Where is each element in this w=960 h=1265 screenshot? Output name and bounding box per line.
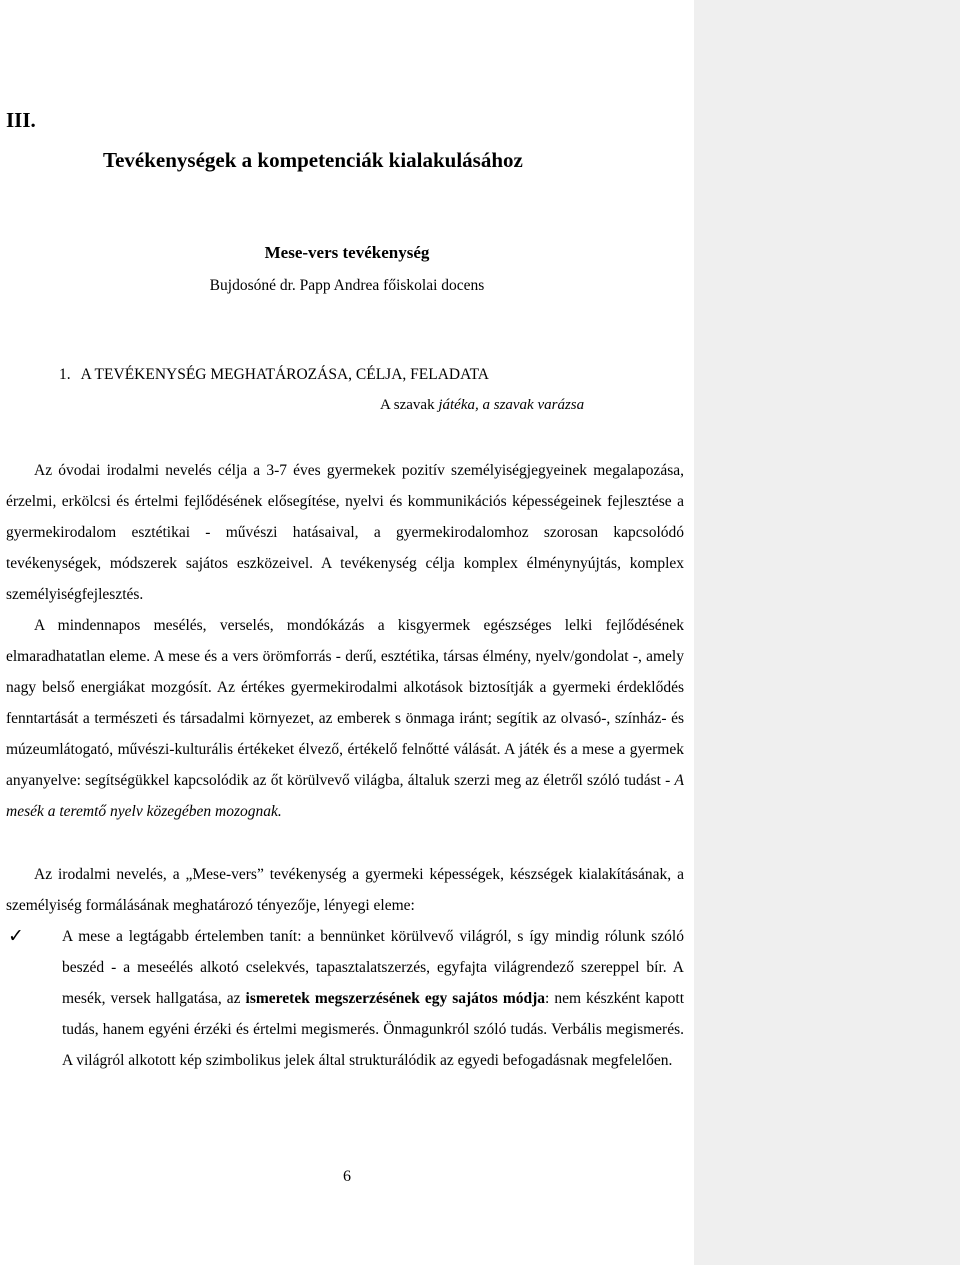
chapter-number: III. bbox=[6, 108, 36, 132]
motto bbox=[380, 397, 584, 414]
motto-italic: játéka, a szavak varázsa bbox=[438, 397, 585, 413]
chapter-title: Tevékenységek a kompetenciák kialakulásához bbox=[103, 148, 523, 172]
paragraph-3 bbox=[6, 859, 684, 921]
paragraph-2 bbox=[6, 610, 684, 827]
bullet-bold: ismeretek megszerzésének egy sajátos módja bbox=[245, 990, 546, 1007]
paragraph-1: Az óvodai irodalmi nevelés célja a 3-7 éves gyermekek pozitív személyiségjegyeinek megalapozása, érzelmi, erkölcsi és értelmi fejlődésének elősegítése, nyelvi és kommunikációs képességeinek fejlesztése a gyermekirodalom esztétikai - művészi hatásaival, a gyermekirodalomhoz szorosan kapcsolódó tevékenységek, módszerek sajátos eszközeivel. A tevékenység célja komplex élménynyújtás, komplex személyiségfejlesztés. bbox=[6, 462, 684, 603]
paragraph-3-b: tevékenység a gyermeki képességek, készségek kialakításának, a személyiség formálásának meghatározó tényezője, lényegi eleme: bbox=[6, 866, 684, 914]
paragraph-3-a: Az irodalmi nevelés, a bbox=[34, 866, 186, 883]
page-number: 6 bbox=[343, 1168, 351, 1185]
checklist-item bbox=[6, 921, 684, 1076]
bullet-text-b: : nem készként kapott tudás, hanem egyéni érzéki és értelmi megismerés. Önmagunkról szóló tudás. Verbális megismerés. A világról alkotott kép szimbolikus jelek által strukturálódik az egyedi befogadásnak megfelelően. bbox=[62, 990, 685, 1069]
comment-margin-pane bbox=[694, 0, 960, 1265]
section-title: Mese-vers tevékenység bbox=[264, 243, 430, 262]
paragraph-2-italic: A mesék a teremtő nyelv közegében mozognak. bbox=[6, 772, 684, 820]
heading-text: A TEVÉKENYSÉG MEGHATÁROZÁSA, CÉLJA, FELADATA bbox=[80, 366, 489, 383]
checkmark-icon: ✓ bbox=[8, 925, 24, 947]
checklist bbox=[6, 921, 684, 1076]
heading-number: 1. bbox=[59, 366, 71, 383]
motto-prefix: A szavak bbox=[380, 397, 439, 413]
heading-1 bbox=[59, 366, 489, 384]
bullet-text-a: A mese a legtágabb értelemben tanít: a bennünket körülvevő világról, s így mindig rólunk szóló beszéd - a meseélés alkotó cselekvés, tapasztalatszerzés, egyfajta világrendező szereppel bír. A mesék, versek hallgatása, az bbox=[62, 928, 684, 1007]
author-line: Bujdosóné dr. Papp Andrea főiskolai docens bbox=[209, 277, 485, 294]
paragraph-3-quote: „Mese-vers” bbox=[185, 866, 264, 883]
paragraph-2-text: A mindennapos mesélés, verselés, mondókázás a kisgyermek egészséges lelki fejlődésének elmaradhatatlan eleme. A mese és a vers örömforrás - derű, esztétika, társas élmény, nyelv/gondolat -, amely nagy belső energiákat mozgósít. Az értékes gyermekirodalmi alkotások biztosítják a gyermeki érdeklődés fenntartását a természeti és társadalmi környezet, az emberek s önmaga iránt; segítik az olvasó-, színház- és múzeumlátogató, művészi-kulturális értékeket élvező, értékelő felnőtté válását. A játék és a mese a gyermek anyanyelve: segítségükkel kapcsolódik az őt körülvevő világba, általuk szerzi meg az életről szóló tudást - bbox=[6, 617, 684, 789]
